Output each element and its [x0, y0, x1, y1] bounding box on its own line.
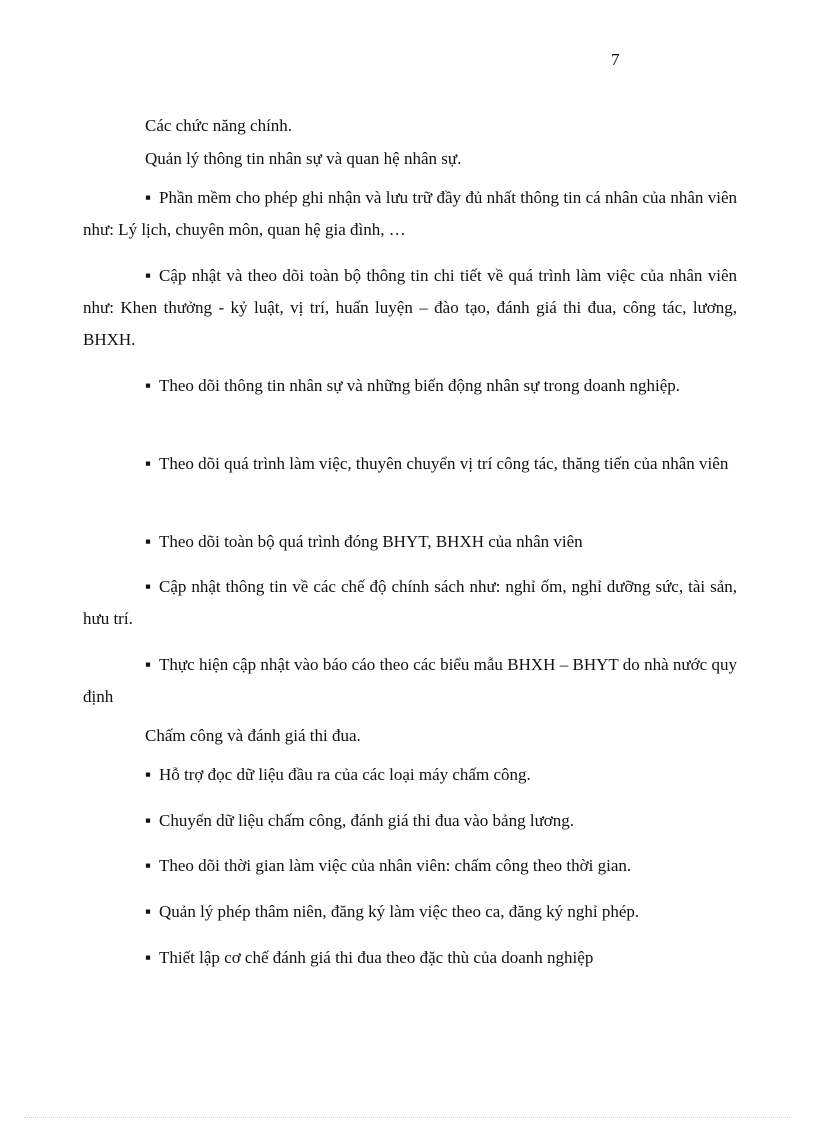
hr-item-3-text: Theo dõi thông tin nhân sự và những biến động nhân sự trong doanh nghiệp. [159, 376, 681, 395]
bullet-icon: ▪ [145, 765, 152, 784]
page-number: 7 [611, 50, 620, 69]
bullet-icon: ▪ [145, 856, 152, 875]
bullet-icon: ▪ [145, 811, 152, 830]
main-heading: Các chức năng chính. [145, 116, 293, 135]
bullet-icon: ▪ [145, 655, 152, 674]
attendance-item-5 [83, 942, 737, 974]
attendance-item-3-text: Theo dõi thời gian làm việc của nhân viên: chấm công theo thời gian. [159, 856, 632, 875]
attendance-item-2 [83, 805, 737, 837]
bullet-icon: ▪ [145, 376, 152, 395]
hr-item-4 [83, 448, 737, 480]
hr-item-6-text: Cập nhật thông tin về các chế độ chính sách như: nghỉ ốm, nghỉ dưỡng sức, tài sản, hưu trí. [83, 577, 737, 628]
attendance-item-1 [83, 759, 737, 791]
bullet-icon: ▪ [145, 948, 152, 967]
hr-item-1-text: Phần mềm cho phép ghi nhận và lưu trữ đầy đủ nhất thông tin cá nhân của nhân viên như: Lý lịch, chuyên môn, quan hệ gia đình, … [83, 188, 737, 239]
attendance-item-2-text: Chuyển dữ liệu chấm công, đánh giá thi đua vào bảng lương. [159, 811, 575, 830]
footer-divider [24, 1117, 792, 1118]
hr-item-3 [83, 370, 737, 402]
attendance-item-4-text: Quản lý phép thâm niên, đăng ký làm việc theo ca, đăng ký nghỉ phép. [159, 902, 640, 921]
hr-item-5-text: Theo dõi toàn bộ quá trình đóng BHYT, BHXH của nhân viên [159, 532, 583, 551]
attendance-item-4 [83, 896, 737, 928]
hr-item-2 [83, 260, 737, 356]
hr-item-4-text: Theo dõi quá trình làm việc, thuyên chuyển vị trí công tác, thăng tiến của nhân viên [159, 454, 729, 473]
hr-item-2-text: Cập nhật và theo dõi toàn bộ thông tin chi tiết về quá trình làm việc của nhân viên như: Khen thưởng - kỷ luật, vị trí, huấn luyện – đào tạo, đánh giá thi đua, công tác, lương, BHXH. [83, 266, 737, 349]
bullet-icon: ▪ [145, 188, 152, 207]
bullet-icon: ▪ [145, 577, 152, 596]
hr-item-7-text: Thực hiện cập nhật vào báo cáo theo các biểu mẫu BHXH – BHYT do nhà nước quy định [83, 655, 737, 706]
attendance-item-1-text: Hỗ trợ đọc dữ liệu đầu ra của các loại máy chấm công. [159, 765, 531, 784]
hr-heading: Quản lý thông tin nhân sự và quan hệ nhân sự. [145, 149, 462, 168]
hr-item-5 [83, 526, 737, 558]
attendance-heading: Chấm công và đánh giá thi đua. [145, 726, 361, 745]
bullet-icon: ▪ [145, 266, 152, 285]
bullet-icon: ▪ [145, 454, 152, 473]
hr-item-7 [83, 649, 737, 713]
bullet-icon: ▪ [145, 902, 152, 921]
hr-item-6 [83, 571, 737, 635]
hr-item-1 [83, 182, 737, 246]
attendance-item-5-text: Thiết lập cơ chế đánh giá thi đua theo đặc thù của doanh nghiệp [159, 948, 594, 967]
bullet-icon: ▪ [145, 532, 152, 551]
attendance-item-3 [83, 850, 737, 882]
